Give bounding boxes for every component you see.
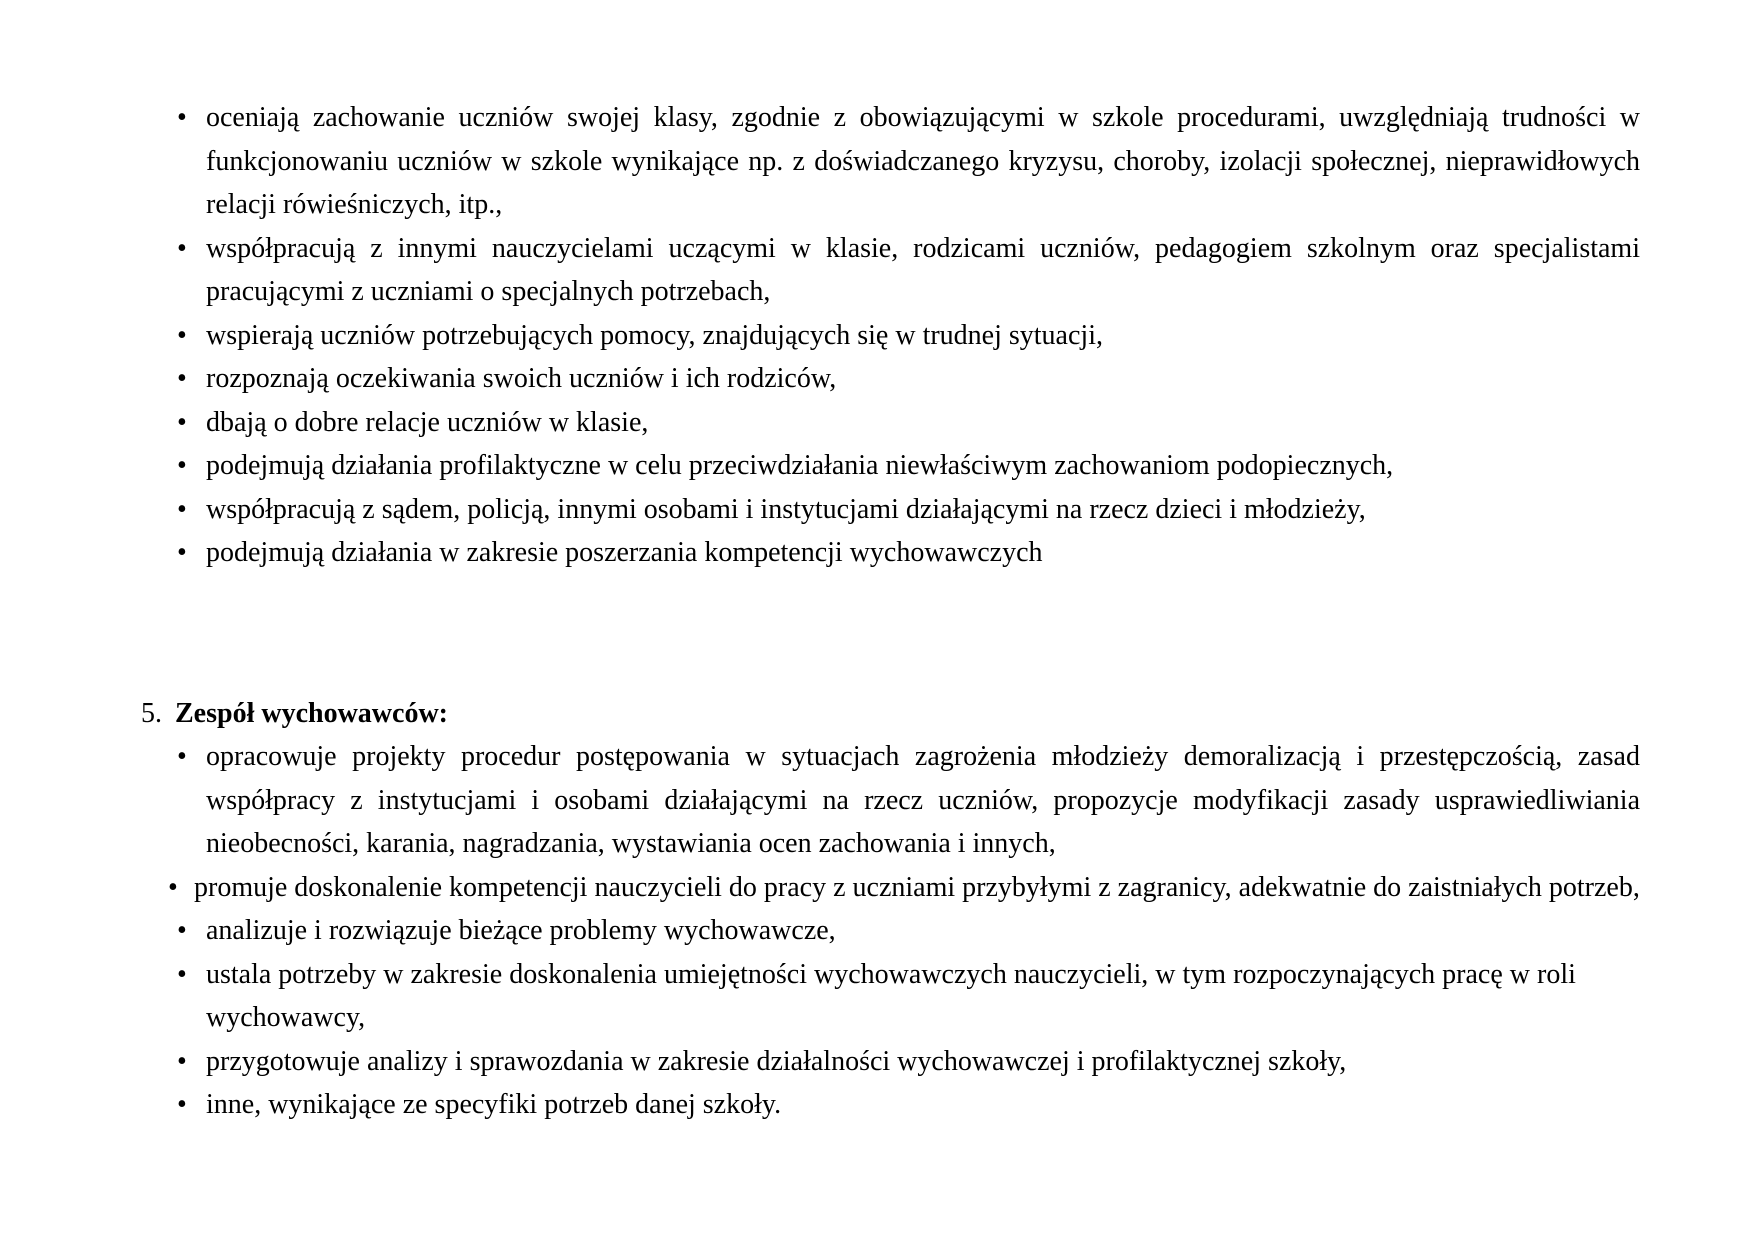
section-title: Zespół wychowawców:	[175, 697, 448, 729]
list-item	[141, 1083, 1640, 1127]
duties-bullet-list	[141, 96, 1640, 575]
list-item-text: ustala potrzeby w zakresie doskonalenia umiejętności wychowawczych nauczycieli, w tym rozpoczynających pracę w roli wychowawcy,	[206, 958, 1576, 1033]
list-item	[141, 909, 1640, 953]
list-item	[141, 953, 1640, 1040]
list-item	[141, 444, 1640, 488]
bullet-icon: •	[177, 102, 187, 133]
list-item	[141, 488, 1640, 532]
list-item	[141, 357, 1640, 401]
list-item-text: rozpoznają oczekiwania swoich uczniów i ich rodziców,	[206, 363, 837, 394]
section-number: 5.	[141, 697, 162, 729]
list-item	[141, 227, 1640, 314]
list-item-text: analizuje i rozwiązuje bieżące problemy wychowawcze,	[206, 915, 836, 946]
list-item-text: wspierają uczniów potrzebujących pomocy, znajdujących się w trudnej sytuacji,	[206, 319, 1103, 351]
bullet-icon: •	[177, 1089, 187, 1120]
list-item-text: współpracują z sądem, policją, innymi osobami i instytucjami działającymi na rzecz dzieci i młodzieży,	[206, 493, 1366, 525]
section-5-bullet-list	[141, 735, 1640, 1127]
bullet-icon: •	[177, 1045, 187, 1077]
bullet-icon: •	[177, 232, 187, 264]
list-item-text: przygotowuje analizy i sprawozdania w zakresie działalności wychowawczej i profilaktycznej szkoły,	[206, 1045, 1347, 1077]
list-item-text: dbają o dobre relacje uczniów w klasie,	[206, 406, 649, 438]
list-item-text: opracowuje projekty procedur postępowania w sytuacjach zagrożenia młodzieży demoralizacją i przestępczością, zasad współpracy z instytucjami i osobami działającymi na rzecz uczniów, propozycje modyfikacji zasady usprawiedliwiania nieobecności, karania, nagradzania, wystawiania ocen zachowania i innych,	[206, 741, 1640, 859]
list-item	[141, 314, 1640, 358]
bullet-icon: •	[177, 406, 187, 438]
bullet-icon: •	[177, 450, 187, 481]
section-5	[141, 692, 1640, 1127]
list-item	[141, 1040, 1640, 1084]
list-item-text: współpracują z innymi nauczycielami uczącymi w klasie, rodzicami uczniów, pedagogiem szkolnym oraz specjalistami pracującymi z uczniami o specjalnych potrzebach,	[206, 232, 1640, 307]
list-item	[141, 531, 1640, 575]
list-item	[141, 735, 1640, 866]
list-item	[141, 866, 1640, 910]
list-item-text: oceniają zachowanie uczniów swojej klasy, zgodnie z obowiązującymi w szkole procedurami, uwzględniają trudności w funkcjonowaniu uczniów w szkole wynikające np. z doświadczanego kryzysu, choroby, izolacji społecznej, nieprawidłowych relacji rówieśniczych, itp.,	[206, 102, 1640, 220]
bullet-icon: •	[177, 319, 187, 351]
list-item	[141, 96, 1640, 227]
bullet-icon: •	[177, 915, 187, 946]
bullet-icon: •	[177, 493, 187, 525]
list-item-text: podejmują działania w zakresie poszerzania kompetencji wychowawczych	[206, 537, 1043, 568]
bullet-icon: •	[168, 871, 178, 903]
bullet-icon: •	[177, 363, 187, 394]
section-heading	[141, 692, 1640, 736]
bullet-icon: •	[177, 741, 187, 772]
bullet-icon: •	[177, 958, 187, 990]
list-item	[141, 401, 1640, 445]
list-item-text: inne, wynikające ze specyfiki potrzeb danej szkoły.	[206, 1089, 782, 1120]
list-item-text: promuje doskonalenie kompetencji nauczycieli do pracy z uczniami przybyłymi z zagranicy, adekwatnie do zaistniałych potrzeb,	[194, 871, 1640, 903]
list-item-text: podejmują działania profilaktyczne w celu przeciwdziałania niewłaściwym zachowaniom podopiecznych,	[206, 450, 1394, 481]
bullet-icon: •	[177, 537, 187, 568]
